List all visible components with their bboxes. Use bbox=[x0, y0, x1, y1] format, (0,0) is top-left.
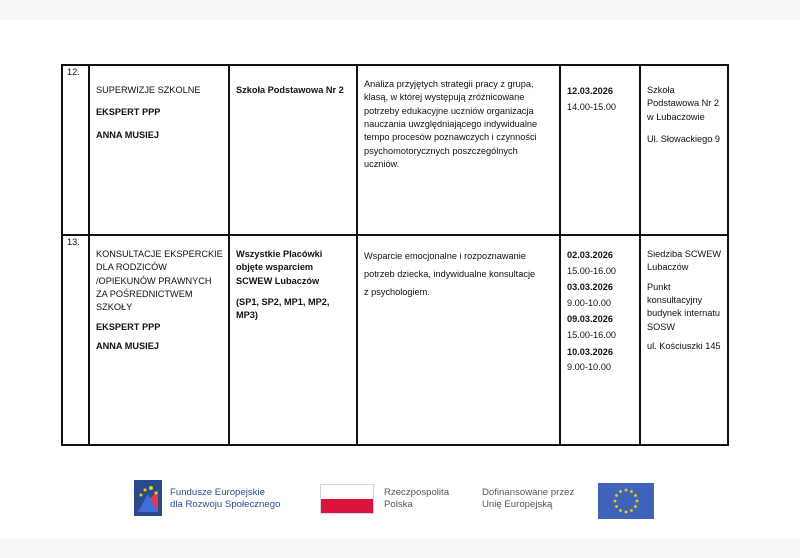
table-row bbox=[62, 65, 728, 235]
session-date: 10.03.2026 bbox=[567, 346, 613, 357]
funding-logos-bar bbox=[0, 470, 800, 530]
organizer-cell: KONSULTACJE EKSPERCKIE DLA RODZICÓW /OPIEKUNÓW PRAWNYCH ZA POŚREDNICTWEM SZKOŁY EKSPERT PPP ANNA MUSIEJ bbox=[89, 235, 229, 445]
session-date: 12.03.2026 bbox=[567, 86, 613, 96]
organizer-cell bbox=[89, 65, 229, 235]
participant-name: Szkoła Podstawowa Nr 2 bbox=[236, 85, 344, 95]
fundusze-europejskie-logo-icon bbox=[134, 480, 162, 516]
session-time: 9.00-10.00 bbox=[567, 297, 611, 308]
session-time: 15.00-16.00 bbox=[567, 265, 617, 276]
schedule-table bbox=[61, 64, 729, 446]
polish-flag-icon bbox=[320, 484, 374, 514]
schedule-cell bbox=[560, 65, 640, 235]
fundusze-europejskie-text: Fundusze Europejskie dla Rozwoju Społecznego bbox=[170, 487, 281, 510]
eu-flag-icon bbox=[598, 483, 654, 519]
page-bottom-strip bbox=[0, 538, 800, 558]
session-date: 09.03.2026 bbox=[567, 314, 613, 325]
participants-cell bbox=[229, 65, 357, 235]
row-number: 13. bbox=[62, 235, 89, 445]
participants-cell: Wszystkie Placówki objęte wsparciem SCWEW Lubaczów (SP1, SP2, MP1, MP2, MP3) bbox=[229, 235, 357, 445]
description-cell: Wsparcie emocjonalne i rozpoznawanie potrzeb dziecka, indywidualne konsultacje z psychologiem. bbox=[357, 235, 560, 445]
session-time: 9.00-10.00 bbox=[567, 362, 611, 373]
expert-name: ANNA MUSIEJ bbox=[96, 341, 159, 352]
row-number: 12. bbox=[62, 65, 89, 235]
page-top-strip bbox=[0, 0, 800, 20]
location-cell: Siedziba SCWEW Lubaczów Punkt konsultacyjny budynek internatu SOSW ul. Kościuszki 145 bbox=[640, 235, 728, 445]
session-date: 02.03.2026 bbox=[567, 250, 613, 260]
description-cell: Analiza przyjętych strategii pracy z grupa, klasą, w której występują zróżnicowane potrzeby edukacyjne uczniów organizacja nauczania uwzględniającego indywidualne tempo procesów poznawczych i czynności psychomotorycznych poszczególnych uczniów. bbox=[357, 65, 560, 235]
expert-role: EKSPERT PPP bbox=[96, 107, 161, 118]
eu-funding-text: Dofinansowane przez Unię Europejską bbox=[482, 487, 575, 510]
table-row bbox=[62, 235, 728, 445]
session-time: 14.00-15.00 bbox=[567, 101, 617, 112]
location-street: ul. Kościuszki 145 bbox=[647, 341, 721, 352]
expert-name: ANNA MUSIEJ bbox=[96, 129, 159, 140]
location-street: Ul. Słowackiego 9 bbox=[647, 134, 721, 145]
session-time: 15.00-16.00 bbox=[567, 330, 617, 341]
service-title: SUPERWIZJE SZKOLNE bbox=[96, 85, 201, 95]
rzeczpospolita-text: Rzeczpospolita Polska bbox=[384, 487, 450, 510]
session-date: 03.03.2026 bbox=[567, 282, 613, 293]
schedule-cell bbox=[560, 235, 640, 445]
expert-role: EKSPERT PPP bbox=[96, 321, 161, 332]
location-cell: Szkoła Podstawowa Nr 2 w Lubaczowie Ul. Słowackiego 9 bbox=[640, 65, 728, 235]
